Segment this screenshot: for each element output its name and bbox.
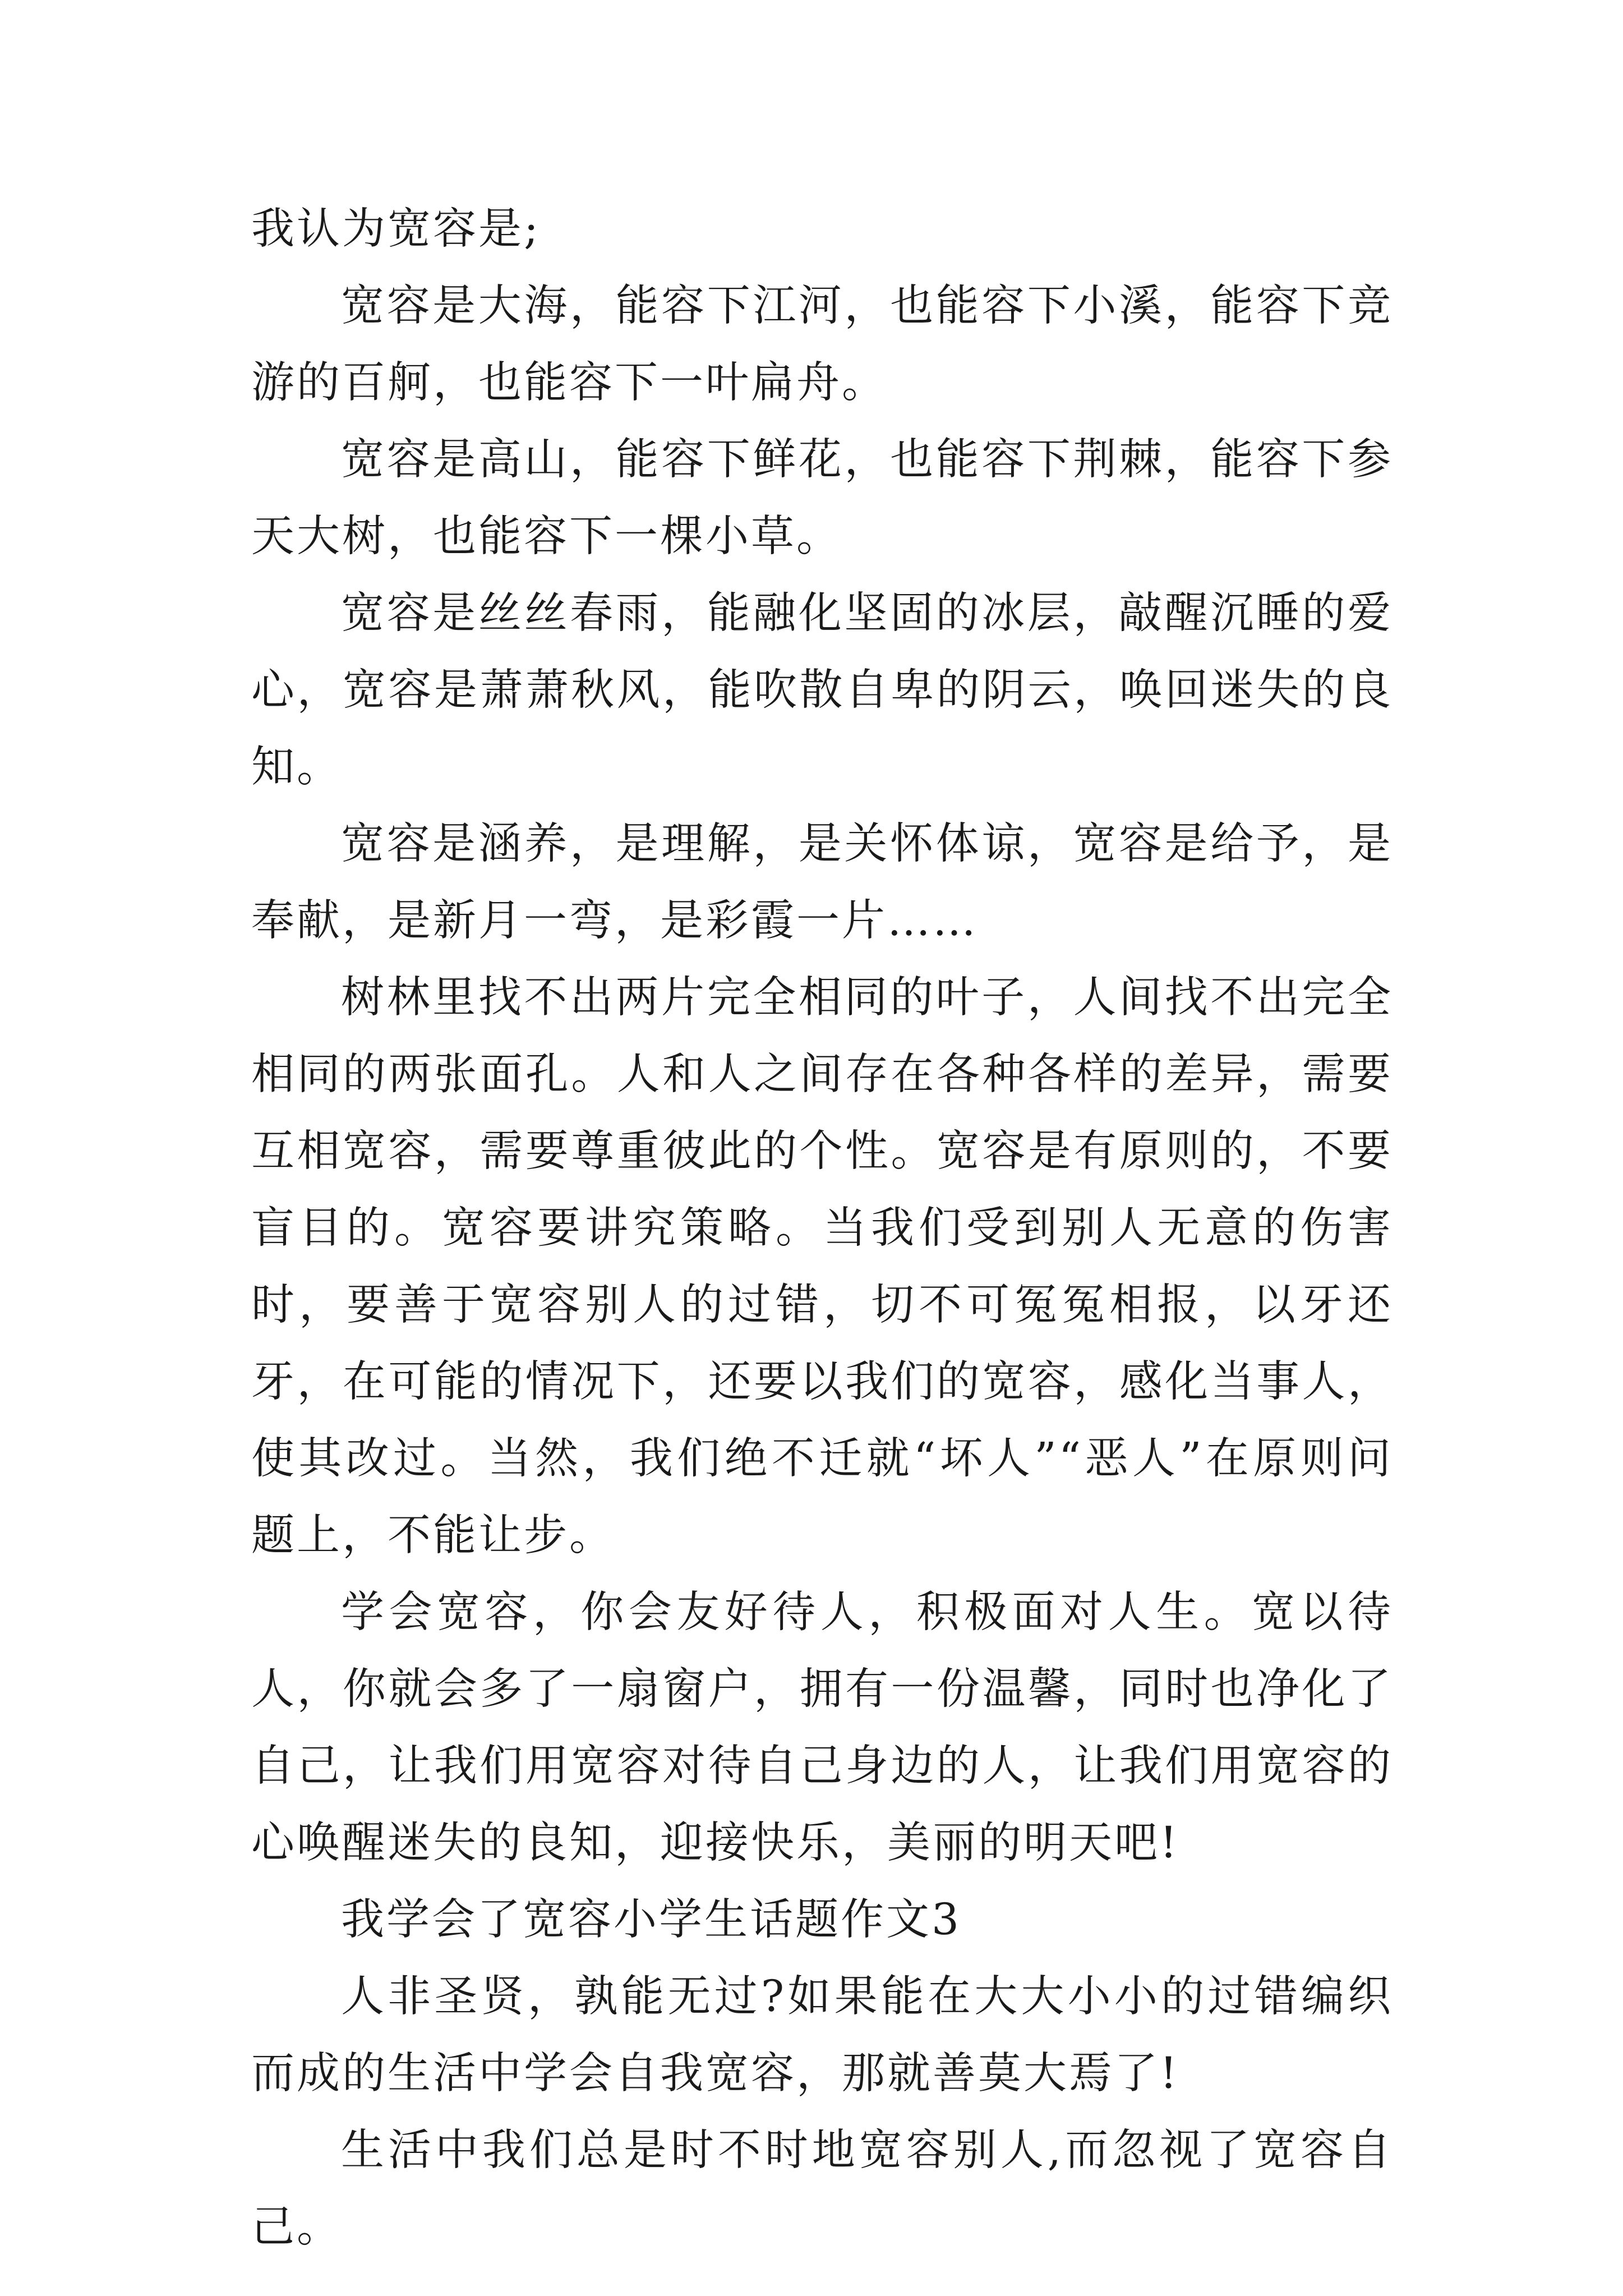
paragraph-mountain: 宽容是高山，能容下鲜花，也能容下荆棘，能容下参天大树，也能容下一棵小草。 xyxy=(251,435,1393,562)
paragraph-intro: 我认为宽容是; xyxy=(251,204,541,254)
paragraph-learn-tolerance: 学会宽容，你会友好待人，积极面对人生。宽以待人，你就会多了一扇窗户，拥有一份温馨，同时也净化了自己，让我们用宽容对待自己身边的人，让我们用宽容的心唤醒迷失的良知，迎接快乐，美丽的明天吧! xyxy=(251,1588,1393,1868)
document-body xyxy=(251,191,1393,2266)
paragraph-sea: 宽容是大海，能容下江河，也能容下小溪，能容下竞游的百舸，也能容下一叶扁舟。 xyxy=(251,281,1393,408)
paragraph-cultivation: 宽容是涵养，是理解，是关怀体谅，宽容是给予，是奉献，是新月一弯，是彩霞一片…… xyxy=(251,819,1393,946)
paragraph-no-sage: 人非圣贤，孰能无过?如果能在大大小小的过错编织而成的生活中学会自我宽容，那就善莫大焉了! xyxy=(251,1972,1393,2099)
paragraph-rain-wind: 宽容是丝丝春雨，能融化坚固的冰层，敲醒沉睡的爱心，宽容是萧萧秋风，能吹散自卑的阴云，唤回迷失的良知。 xyxy=(251,588,1393,792)
essay-heading: 我学会了宽容小学生话题作文3 xyxy=(341,1895,961,1945)
paragraph-differences: 树林里找不出两片完全相同的叶子，人间找不出完全相同的两张面孔。人和人之间存在各种各样的差异，需要互相宽容，需要尊重彼此的个性。宽容是有原则的，不要盲目的。宽容要讲究策略。当我们受到别人无意的伤害时，要善于宽容别人的过错，切不可冤冤相报，以牙还牙，在可能的情况下，还要以我们的宽容，感化当事人，使其改过。当然，我们绝不迁就“坏人”“恶人”在原则问题上，不能让步。 xyxy=(251,973,1393,1561)
paragraph-self-tolerance: 生活中我们总是时不时地宽容别人,而忽视了宽容自己。 xyxy=(251,2125,1393,2252)
